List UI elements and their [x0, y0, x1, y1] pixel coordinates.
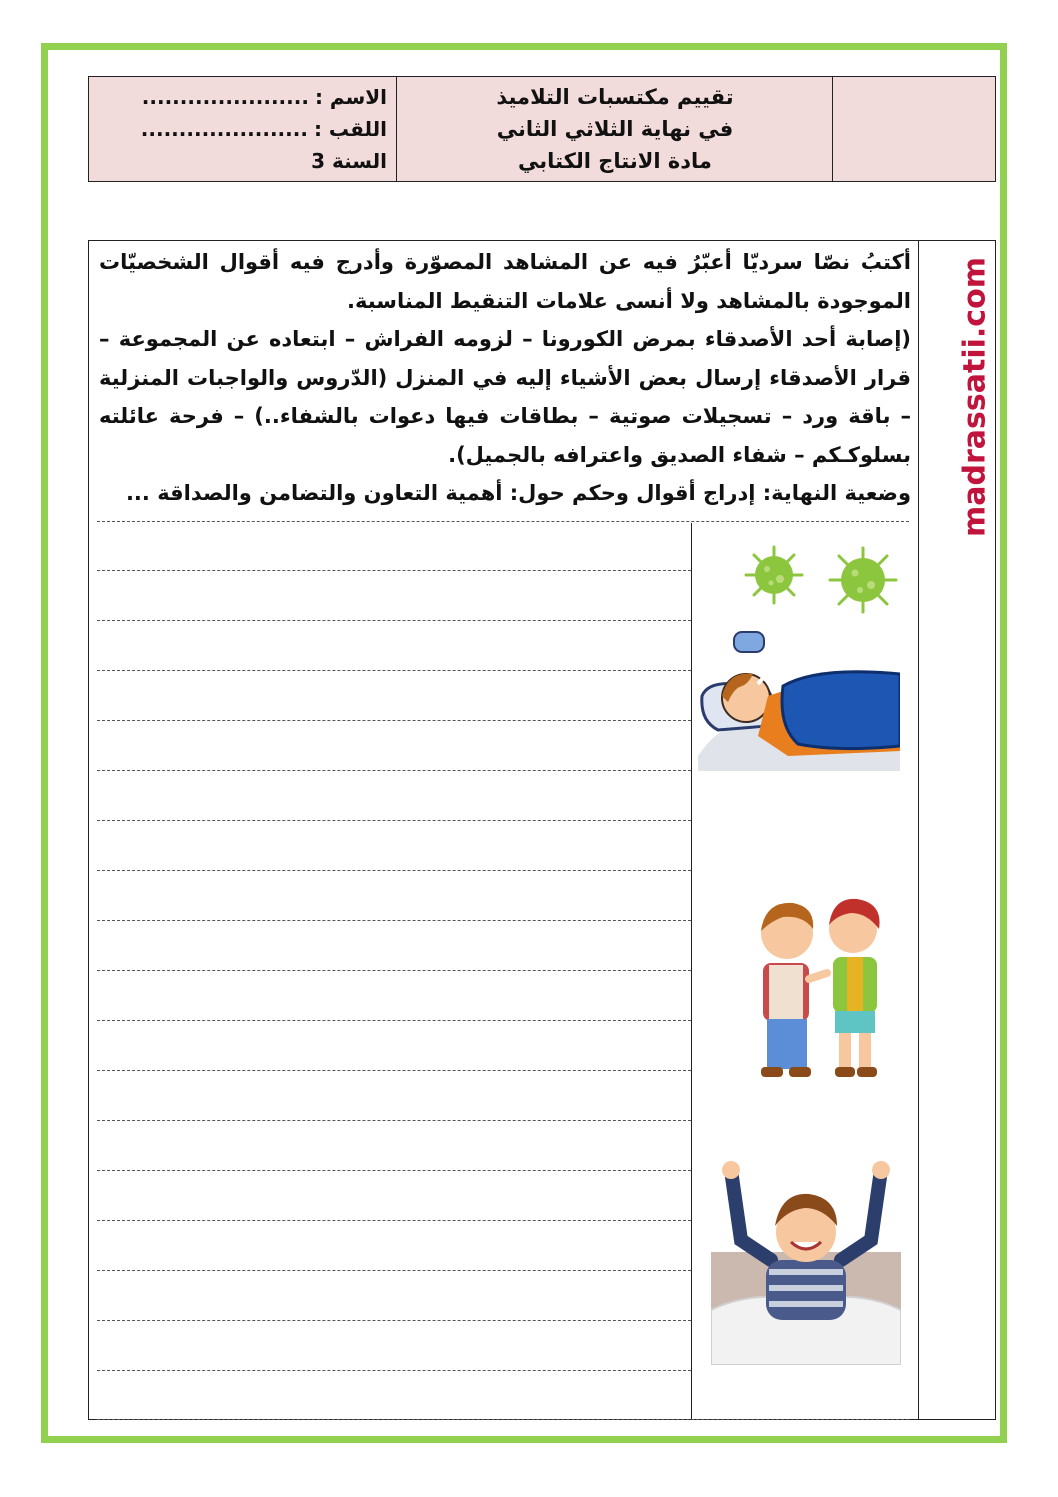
surname-row [140, 113, 387, 145]
student-info [140, 81, 387, 177]
assessment-title [398, 81, 832, 177]
writing-line [97, 1320, 691, 1321]
virus-icon [738, 543, 810, 607]
writing-prompt [99, 243, 911, 513]
prompt-ending: وضعية النهاية: إدراج أقوال وحكم حول: أهمية التعاون والتضامن والصداقة ... [125, 481, 911, 505]
writing-line [97, 1419, 909, 1420]
writing-line [97, 1120, 691, 1121]
virus-icon [826, 545, 900, 615]
grade-label: السنة 3 [311, 149, 387, 173]
writing-line [97, 521, 909, 522]
two-boys-talking-image [743, 893, 891, 1081]
writing-line [97, 970, 691, 971]
header-divider [832, 77, 833, 181]
writing-line [97, 1020, 691, 1021]
writing-line [97, 720, 691, 721]
prompt-instruction: أكتبُ نصّا سرديّا أعبّرُ فيه عن المشاهد المصوّرة وأدرج فيه أقوال الشخصيّات الموجودة بالمشاهد ولا أنسى علامات التنقيط المناسبة. [99, 250, 911, 313]
writing-line [97, 870, 691, 871]
watermark [956, 255, 996, 540]
happy-recovered-boy-image [711, 1160, 901, 1365]
header-table [88, 76, 996, 182]
prompt-events: (إصابة أحد الأصدقاء بمرض الكورونا – لزومه الفراش – ابتعاده عن المجموعة – قرار الأصدقاء إرسال بعض الأشياء إليه في المنزل (الدّروس والواجبات المنزلية – باقة ورد – تسجيلات صوتية – بطاقات فيها دعوات بالشفاء..) – فرحة عائلته بسلوكـكم – شفاء الصديق واعترافه بالجميل). [99, 327, 911, 467]
surname-field[interactable]: ...................... [140, 117, 308, 141]
watermark-text: madrassatii.com [957, 257, 993, 537]
surname-label: اللقب : [313, 117, 387, 141]
title-line: مادة الانتاج الكتابي [518, 149, 712, 173]
writing-line [97, 770, 691, 771]
writing-line [97, 570, 691, 571]
name-row [141, 81, 387, 113]
margin-divider [918, 241, 919, 1419]
writing-line [97, 920, 691, 921]
writing-line [97, 1270, 691, 1271]
writing-line [97, 1070, 691, 1071]
writing-line [97, 1170, 691, 1171]
name-label: الاسم : [314, 85, 387, 109]
images-divider [691, 523, 692, 1419]
grade-row [149, 145, 387, 177]
header-divider [396, 77, 397, 181]
writing-line [97, 1370, 691, 1371]
title-line: تقييم مكتسبات التلاميذ [496, 85, 734, 109]
writing-line [97, 1220, 691, 1221]
writing-line [97, 670, 691, 671]
sick-boy-in-bed-image [698, 626, 900, 771]
writing-line [97, 820, 691, 821]
name-field[interactable]: ...................... [141, 85, 309, 109]
title-line: في نهاية الثلاثي الثاني [496, 117, 734, 141]
writing-line [97, 620, 691, 621]
